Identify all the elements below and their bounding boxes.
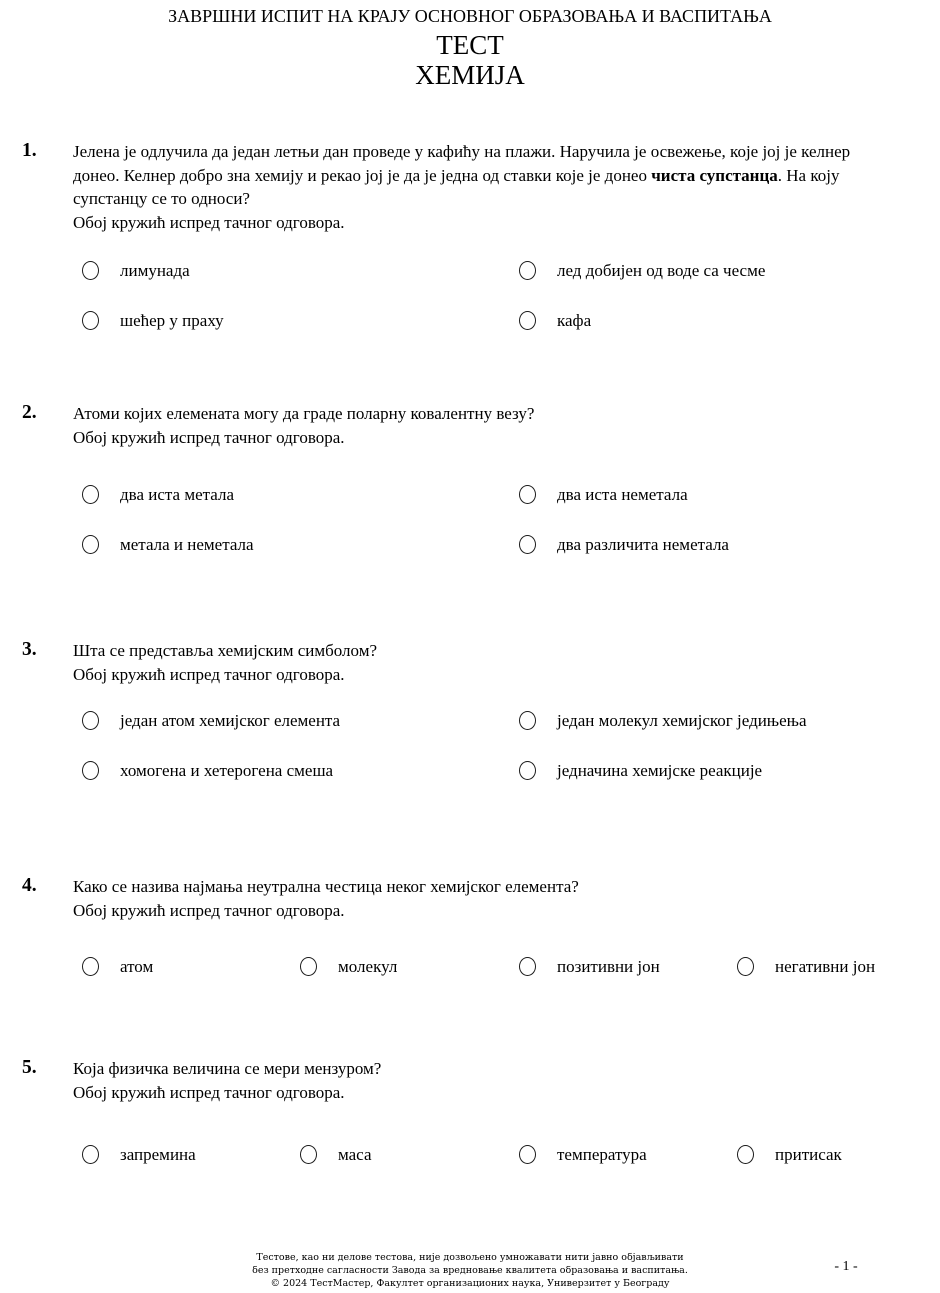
radio-circle-icon[interactable] xyxy=(82,261,99,280)
option-label: два различита неметала xyxy=(557,535,729,554)
radio-circle-icon[interactable] xyxy=(519,261,536,280)
question-text: Која физичка величина се мери мензуром? xyxy=(73,1059,382,1078)
radio-circle-icon[interactable] xyxy=(82,711,99,730)
page-header xyxy=(0,6,940,91)
question-text xyxy=(73,140,890,211)
answer-option xyxy=(82,758,519,783)
answer-option xyxy=(519,308,940,333)
question-text-bold: чиста супстанца xyxy=(651,165,778,185)
answer-option xyxy=(82,708,519,733)
question-text-part: Јелена је одлучила да један летњи дан проведе у кафићу на плажи. Наручила је освежење, које јој је келнер донео. Келнер добро зна хемију и рекао јој је да је једна од ставки које је донео xyxy=(73,142,851,185)
question-1 xyxy=(0,140,940,333)
radio-circle-icon[interactable] xyxy=(300,957,317,976)
question-body xyxy=(73,875,890,922)
answer-option xyxy=(519,954,737,979)
option-label: температура xyxy=(557,1145,647,1164)
question-instruction: Обој кружић испред тачног одговора. xyxy=(73,427,345,447)
answer-option xyxy=(82,258,519,283)
footer-line: Тестове, као ни делове тестова, није дозвољено умножавати нити јавно објављивати xyxy=(256,1252,684,1263)
answer-option xyxy=(519,258,940,283)
options-group xyxy=(82,708,940,783)
question-body xyxy=(73,1057,890,1104)
question-instruction: Обој кружић испред тачног одговора. xyxy=(73,900,345,920)
answer-option xyxy=(519,708,940,733)
options-group xyxy=(82,1142,940,1167)
question-text: Како се назива најмања неутрална честица неког хемијског елемента? xyxy=(73,877,579,896)
answer-option xyxy=(519,758,940,783)
radio-circle-icon[interactable] xyxy=(82,535,99,554)
radio-circle-icon[interactable] xyxy=(519,1145,536,1164)
answer-option xyxy=(300,1142,519,1167)
question-instruction: Обој кружић испред тачног одговора. xyxy=(73,664,345,684)
option-label: један молекул хемијског једињења xyxy=(557,711,807,730)
radio-circle-icon[interactable] xyxy=(82,761,99,780)
copyright-footer xyxy=(0,1252,940,1291)
question-instruction: Обој кружић испред тачног одговора. xyxy=(73,212,345,232)
answer-option xyxy=(300,954,519,979)
radio-circle-icon[interactable] xyxy=(519,485,536,504)
test-label: ТЕСТ xyxy=(436,30,504,60)
question-4 xyxy=(0,875,940,979)
option-label: хомогена и хетерогена смеша xyxy=(120,761,334,780)
footer-line: без претходне сагласности Завода за вредновање квалитета образовања и васпитања. xyxy=(252,1264,688,1276)
exam-title: ЗАВРШНИ ИСПИТ НА КРАЈУ ОСНОВНОГ ОБРАЗОВАЊА И ВАСПИТАЊА xyxy=(168,6,772,26)
radio-circle-icon[interactable] xyxy=(82,957,99,976)
options-group xyxy=(82,482,940,557)
option-label: лимунада xyxy=(120,261,190,280)
radio-circle-icon[interactable] xyxy=(519,761,536,780)
radio-circle-icon[interactable] xyxy=(519,711,536,730)
option-label: два иста неметала xyxy=(557,485,688,504)
question-number: 1. xyxy=(22,140,37,161)
question-number: 3. xyxy=(22,639,37,660)
answer-option xyxy=(519,1142,737,1167)
answer-option xyxy=(519,532,940,557)
radio-circle-icon[interactable] xyxy=(82,485,99,504)
radio-circle-icon[interactable] xyxy=(737,1145,754,1164)
question-2 xyxy=(0,402,940,557)
answer-option xyxy=(82,1142,300,1167)
question-5 xyxy=(0,1057,940,1167)
subject-title: ХЕМИЈА xyxy=(415,60,525,90)
radio-circle-icon[interactable] xyxy=(300,1145,317,1164)
options-group xyxy=(82,954,940,979)
answer-option xyxy=(82,954,300,979)
option-label: два иста метала xyxy=(120,485,234,504)
radio-circle-icon[interactable] xyxy=(82,311,99,330)
question-text: Шта се представља хемијским симболом? xyxy=(73,641,378,660)
option-label: атом xyxy=(120,957,154,976)
footer-line: © 2024 ТестМастер, Факултет организационих наука, Универзитет у Београду xyxy=(270,1277,670,1289)
radio-circle-icon[interactable] xyxy=(82,1145,99,1164)
question-number: 4. xyxy=(22,875,37,896)
radio-circle-icon[interactable] xyxy=(519,957,536,976)
page-number: - 1 - xyxy=(834,1259,858,1274)
question-number: 2. xyxy=(22,402,37,423)
option-label: молекул xyxy=(338,957,398,976)
answer-option xyxy=(737,1142,940,1167)
question-body xyxy=(73,140,890,234)
answer-option xyxy=(82,482,519,507)
option-label: позитивни јон xyxy=(557,957,660,976)
radio-circle-icon[interactable] xyxy=(737,957,754,976)
answer-option xyxy=(82,308,519,333)
option-label: једначина хемијске реакције xyxy=(557,761,763,780)
answer-option xyxy=(737,954,940,979)
question-text-part: . На коју супстанцу се то односи? xyxy=(73,165,840,208)
option-label: маса xyxy=(338,1145,372,1164)
option-label: негативни јон xyxy=(775,957,876,976)
option-label: притисак xyxy=(775,1145,842,1164)
question-body xyxy=(73,402,890,449)
radio-circle-icon[interactable] xyxy=(519,535,536,554)
option-label: лед добијен од воде са чесме xyxy=(557,261,766,280)
radio-circle-icon[interactable] xyxy=(519,311,536,330)
question-number: 5. xyxy=(22,1057,37,1078)
answer-option xyxy=(82,532,519,557)
answer-option xyxy=(519,482,940,507)
option-label: кафа xyxy=(557,311,592,330)
options-group xyxy=(82,258,940,333)
question-instruction: Обој кружић испред тачног одговора. xyxy=(73,1082,345,1102)
question-3 xyxy=(0,639,940,783)
question-text: Атоми којих елемената могу да граде поларну ковалентну везу? xyxy=(73,404,535,423)
option-label: један атом хемијског елемента xyxy=(120,711,341,730)
option-label: метала и неметала xyxy=(120,535,254,554)
option-label: шећер у праху xyxy=(120,311,224,330)
option-label: запремина xyxy=(120,1145,196,1164)
question-body xyxy=(73,639,890,686)
